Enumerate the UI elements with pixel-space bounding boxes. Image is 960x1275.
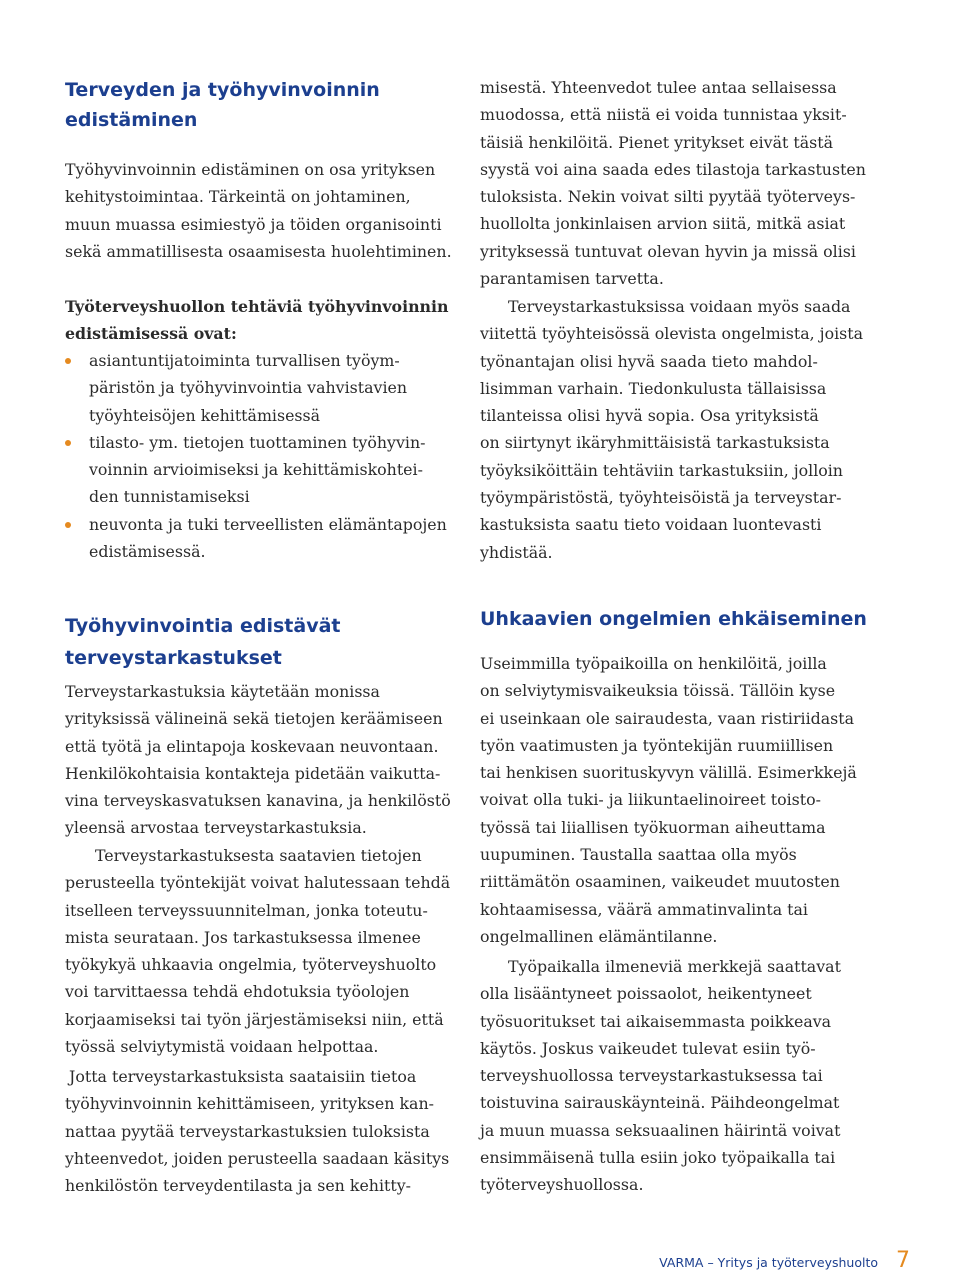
bullet-icon xyxy=(65,358,71,364)
list-item: neuvonta ja tuki terveellisten elämäntapojen edistämisessä. xyxy=(65,511,465,566)
paragraph-yhteenvedot: misestä. Yhteenvedot tulee antaa sellaisessa muodossa, että niistä ei voida tunnistaa yksit- täisiä henkilöitä. Pienet yritykset eivät tästä syystä voi aina saada edes tilastoja tarkastusten tuloksista. Nekin voivat silti pyytää työterveys- huollolta jonkinlaisen arvion siitä, mitkä asiat yrityksessä tuntuvat olevan hyvin ja missä olisi parantamisen tarvetta. xyxy=(480,78,866,289)
bullet-icon xyxy=(65,440,71,446)
paragraph-ongelmat-tyoyhteisossa: Terveystarkastuksissa voidaan myös saada viitettä työyhteisössä olevista ongelmista, joista työnantajan olisi hyvä saada tieto mahdol- lisimman varhain. Tiedonkulusta tällaisissa tilanteissa olisi hyvä sopia. Osa yrityksistä on siirtynyt ikäryhmittäisistä tarkastuksista työyksiköittäin tehtäviin tarkastuksiin, jolloin työympäristöstä, työyhteisöistä ja terveystar- kastuksista saatu tieto voidaan luontevasti yhdistää. xyxy=(480,297,864,562)
heading-terveystarkastukset: Työhyvinvointia edistävät terveystarkastukset xyxy=(65,615,341,669)
intro-paragraph: Työhyvinvoinnin edistäminen on osa yrityksen kehitystoimintaa. Tärkeintä on johtaminen, muun muassa esimiestyö ja töiden organisointi sekä ammatillisesta osaamisesta huolehtiminen. xyxy=(65,160,452,261)
list-item: tilasto- ym. tietojen tuottaminen työhyvin- voinnin arvioimiseksi ja kehittämiskohtei- den tunnistamiseksi xyxy=(65,429,465,511)
paragraph-selviytymisvaikeudet: Useimmilla työpaikoilla on henkilöitä, joilla on selviytymisvaikeuksia töissä. Tällöin kyse ei useinkaan ole sairaudesta, vaan ristiriidasta työn vaatimusten ja työntekijän ruumiillisen tai henkisen suorituskyvyn välillä. Esimerkkejä voivat olla tuki- ja liikuntaelinoireet toisto- työssä tai liiallisen työkuorman aiheuttama uupuminen. Taustalla saattaa olla myös riittämätön osaaminen, vaikeudet muutosten kohtaamisessa, väärä ammatinvalinta tai ongelmallinen elämäntilanne. xyxy=(480,654,857,946)
paragraph-terveystarkastukset-3: Jotta terveystarkastuksista saataisiin tietoa työhyvinvoinnin kehittämiseen, yrityksen kan- nattaa pyytää terveystarkastuksien tuloksista yhteenvedot, joiden perusteella saadaan käsitys henkilöstön terveydentilasta ja sen kehitty- xyxy=(65,1067,450,1196)
paragraph-terveystarkastukset-2: Terveystarkastuksesta saatavien tietojen perusteella työntekijät voivat halutessaan tehdä itselleen terveyssuunnitelman, jonka toteutu- mista seurataan. Jos tarkastuksessa ilmenee työkykyä uhkaavia ongelmia, työterveyshuolto voi tarvittaessa tehdä ehdotuksia työolojen korjaamiseksi tai työn järjestämiseksi niin, että työssä selviytymistä voidaan helpottaa. xyxy=(65,846,451,1057)
page-footer xyxy=(659,1248,910,1273)
list-item: asiantuntijatoiminta turvallisen työym- päristön ja työhyvinvointia vahvistavien työyhteisöjen kehittämisessä xyxy=(65,347,465,429)
heading-terveyden-edistaminen: Terveyden ja työhyvinvoinnin edistäminen xyxy=(65,79,380,131)
heading-ongelmien-ehkaiseminen: Uhkaavien ongelmien ehkäiseminen xyxy=(480,608,867,630)
bullet-icon xyxy=(65,522,71,528)
tasks-list xyxy=(65,347,465,565)
paragraph-merkit: Työpaikalla ilmeneviä merkkejä saattavat olla lisääntyneet poissaolot, heikentyneet työsuoritukset tai aikaisemmasta poikkeava käytös. Joskus vaikeudet tulevat esiin työ- terveyshuollossa terveystarkastuksessa tai toistuvina sairauskäynteinä. Päihdeongelmat ja muun muassa seksuaalinen häirintä voivat ensimmäisenä tulla esiin joko työpaikalla tai työterveyshuollossa. xyxy=(480,957,841,1195)
footer-publication: VARMA – Yritys ja työterveyshuolto xyxy=(659,1255,878,1270)
page-number: 7 xyxy=(896,1248,910,1273)
paragraph-terveystarkastukset-1: Terveystarkastuksia käytetään monissa yrityksissä välineinä sekä tietojen keräämiseen että työtä ja elintapoja koskevaan neuvontaan. Henkilökohtaisia kontakteja pidetään vaikutta- vina terveyskasvatuksen kanavina, ja henkilöstö yleensä arvostaa terveystarkastuksia. xyxy=(65,682,451,838)
list-intro: Työterveyshuollon tehtäviä työhyvinvoinnin edistämisessä ovat: xyxy=(65,297,449,344)
